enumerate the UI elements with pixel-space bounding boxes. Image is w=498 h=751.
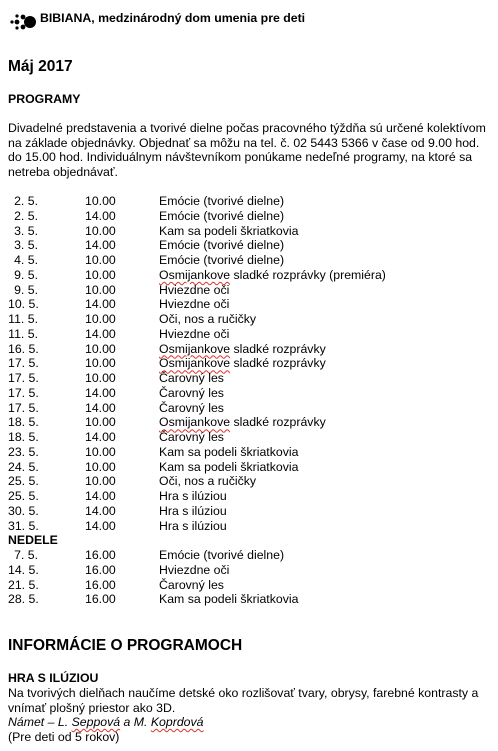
schedule-program-title: Kam sa podeli škriatkovia	[159, 444, 299, 459]
schedule-time: 10.00	[85, 474, 116, 489]
schedule-time: 14.00	[85, 208, 116, 223]
schedule-time: 10.00	[85, 267, 116, 282]
schedule-time: 16.00	[85, 548, 116, 562]
schedule-time: 10.00	[85, 194, 116, 208]
schedule-time: 14.00	[85, 385, 116, 400]
schedule-date: 4. 5.	[14, 253, 38, 267]
month-heading: Máj 2017	[8, 58, 73, 75]
schedule-date: 7. 5.	[14, 548, 38, 562]
spellcheck-word: Osmijankove	[159, 341, 231, 356]
spellcheck-word: Osmijankove	[159, 356, 231, 371]
schedule-program-title: Hviezdne oči	[159, 297, 230, 312]
schedule-time: 14.00	[85, 503, 116, 518]
hra-s-iluziou-description	[8, 686, 496, 744]
schedule-time: 10.00	[85, 312, 116, 326]
schedule-time: 14.00	[85, 238, 116, 253]
schedule-time: 10.00	[85, 371, 116, 385]
schedule-date: 14. 5.	[8, 562, 39, 577]
schedule-time: 10.00	[85, 223, 116, 238]
schedule-date: 17. 5.	[8, 356, 39, 371]
spellcheck-word: Osmijankove	[159, 415, 231, 430]
schedule-date: 11. 5.	[8, 326, 38, 341]
schedule-date: 23. 5.	[8, 444, 39, 459]
schedule-row	[8, 253, 488, 268]
info-heading: INFORMÁCIE O PROGRAMOCH	[8, 637, 243, 654]
schedule-row	[8, 548, 488, 563]
credit-name-1: Seppová	[71, 715, 121, 730]
schedule-row	[8, 194, 488, 209]
schedule-date: 2. 5.	[14, 194, 38, 208]
schedule-row	[8, 401, 488, 416]
schedule-program-title: Emócie (tvorivé dielne)	[159, 208, 285, 223]
schedule-time: 16.00	[85, 577, 116, 592]
schedule-program-title: Osmijankove sladké rozprávky	[159, 341, 326, 356]
schedule-date: 9. 5.	[14, 267, 38, 282]
schedule-row	[8, 268, 488, 283]
schedule-date: 2. 5.	[14, 208, 38, 223]
schedule-date: 25. 5.	[8, 489, 39, 503]
schedule-time: 16.00	[85, 592, 116, 607]
intro-paragraph: Divadelné predstavenia a tvorivé dielne počas pracovného týždňa sú určené kolektívom na základe objednávky. Objednať sa môžu na tel. č. 02 5443 5366 v čase od 9.00 hod. do 15.00 hod. Individuálnym návštevníkom ponúkame nedeľné programy, na ktoré sa netreba objednávať.	[8, 121, 486, 179]
schedule-program-title: Osmijankove sladké rozprávky	[159, 415, 326, 430]
schedule-program-title: Osmijankove sladké rozprávky (premiéra)	[159, 267, 386, 282]
schedule-row	[8, 297, 488, 312]
weekday-schedule	[8, 194, 488, 533]
credit-middle: a M.	[120, 715, 151, 730]
schedule-time: 10.00	[85, 282, 116, 297]
schedule-date: 21. 5.	[8, 577, 39, 592]
schedule-program-title: Hviezdne oči	[159, 282, 230, 297]
schedule-program-title: Hra s ilúziou	[159, 518, 227, 533]
schedule-date: 17. 5.	[8, 371, 39, 385]
schedule-time: 10.00	[85, 444, 116, 459]
hra-description-text: Na tvorivých dielňach naučíme detské oko rozlišovať tvary, obrysy, farebné kontrasty a vnímať plošný priestor ako 3D.	[8, 686, 479, 715]
hra-age: (Pre deti od 5 rokov)	[8, 729, 120, 744]
schedule-time: 10.00	[85, 459, 116, 474]
sunday-schedule	[8, 548, 488, 607]
sundays-heading: NEDELE	[8, 533, 58, 547]
schedule-date: 28. 5.	[8, 592, 39, 607]
schedule-row	[8, 386, 488, 401]
schedule-date: 3. 5.	[14, 223, 38, 238]
schedule-date: 9. 5.	[14, 282, 38, 297]
schedule-date: 18. 5.	[8, 415, 39, 430]
schedule-row	[8, 474, 488, 489]
schedule-date: 18. 5.	[8, 430, 39, 444]
schedule-row	[8, 327, 488, 342]
schedule-program-title: Kam sa podeli škriatkovia	[159, 592, 299, 607]
hra-s-iluziou-title: HRA S ILÚZIOU	[8, 671, 99, 685]
schedule-program-title: Čarovný les	[159, 385, 224, 400]
schedule-row	[8, 578, 488, 593]
schedule-row	[8, 519, 488, 534]
bibiana-dots-logo-icon	[8, 10, 38, 34]
schedule-row	[8, 460, 488, 475]
schedule-row	[8, 415, 488, 430]
schedule-program-title: Emócie (tvorivé dielne)	[159, 253, 285, 267]
spellcheck-word: Osmijankove	[159, 267, 231, 282]
schedule-row	[8, 445, 488, 460]
schedule-time: 14.00	[85, 297, 116, 312]
schedule-row	[8, 504, 488, 519]
schedule-time: 10.00	[85, 341, 116, 356]
schedule-row	[8, 489, 488, 504]
schedule-program-title: Emócie (tvorivé dielne)	[159, 548, 285, 562]
header	[8, 10, 305, 34]
organization-name: BIBIANA, medzinárodný dom umenia pre deti	[40, 11, 306, 25]
credit-name-2: Koprdová	[150, 715, 204, 730]
schedule-program-title: Hviezdne oči	[159, 326, 230, 341]
schedule-time: 14.00	[85, 400, 116, 415]
schedule-date: 17. 5.	[8, 400, 39, 415]
schedule-date: 25. 5.	[8, 474, 39, 489]
schedule-time: 10.00	[85, 356, 116, 371]
schedule-time: 14.00	[85, 489, 116, 503]
schedule-program-title: Oči, nos a ručičky	[159, 474, 257, 489]
schedule-row	[8, 312, 488, 327]
schedule-program-title: Hra s ilúziou	[159, 489, 227, 503]
schedule-row	[8, 283, 488, 298]
schedule-row	[8, 224, 488, 239]
schedule-time: 14.00	[85, 518, 116, 533]
schedule-row	[8, 238, 488, 253]
schedule-program-title: Hra s ilúziou	[159, 503, 227, 518]
schedule-program-title: Kam sa podeli škriatkovia	[159, 459, 299, 474]
schedule-program-title: Oči, nos a ručičky	[159, 312, 257, 326]
schedule-row	[8, 430, 488, 445]
schedule-program-title: Emócie (tvorivé dielne)	[159, 238, 285, 253]
schedule-time: 14.00	[85, 326, 116, 341]
schedule-program-title: Hviezdne oči	[159, 562, 230, 577]
schedule-time: 10.00	[85, 415, 116, 430]
hra-credit	[8, 715, 496, 730]
credit-prefix: Námet – L.	[8, 715, 72, 730]
schedule-program-title: Čarovný les	[159, 371, 224, 385]
schedule-date: 17. 5.	[8, 385, 39, 400]
schedule-row	[8, 371, 488, 386]
schedule-program-title: Čarovný les	[159, 430, 224, 444]
schedule-date: 3. 5.	[14, 238, 38, 253]
programs-heading: PROGRAMY	[8, 92, 81, 106]
schedule-date: 10. 5.	[8, 297, 39, 312]
schedule-program-title: Emócie (tvorivé dielne)	[159, 194, 285, 208]
schedule-date: 31. 5.	[8, 518, 39, 533]
schedule-time: 10.00	[85, 253, 116, 267]
schedule-program-title: Čarovný les	[159, 577, 224, 592]
schedule-program-title: Čarovný les	[159, 400, 224, 415]
schedule-date: 24. 5.	[8, 459, 39, 474]
schedule-program-title: Kam sa podeli škriatkovia	[159, 223, 299, 238]
schedule-row	[8, 356, 488, 371]
schedule-program-title: Osmijankove sladké rozprávky	[159, 356, 326, 371]
schedule-date: 11. 5.	[8, 312, 38, 326]
schedule-row	[8, 592, 488, 607]
schedule-row	[8, 209, 488, 224]
schedule-row	[8, 342, 488, 357]
schedule-row	[8, 563, 488, 578]
schedule-time: 14.00	[85, 430, 116, 444]
schedule-date: 16. 5.	[8, 341, 39, 356]
schedule-date: 30. 5.	[8, 503, 39, 518]
schedule-time: 16.00	[85, 562, 116, 577]
